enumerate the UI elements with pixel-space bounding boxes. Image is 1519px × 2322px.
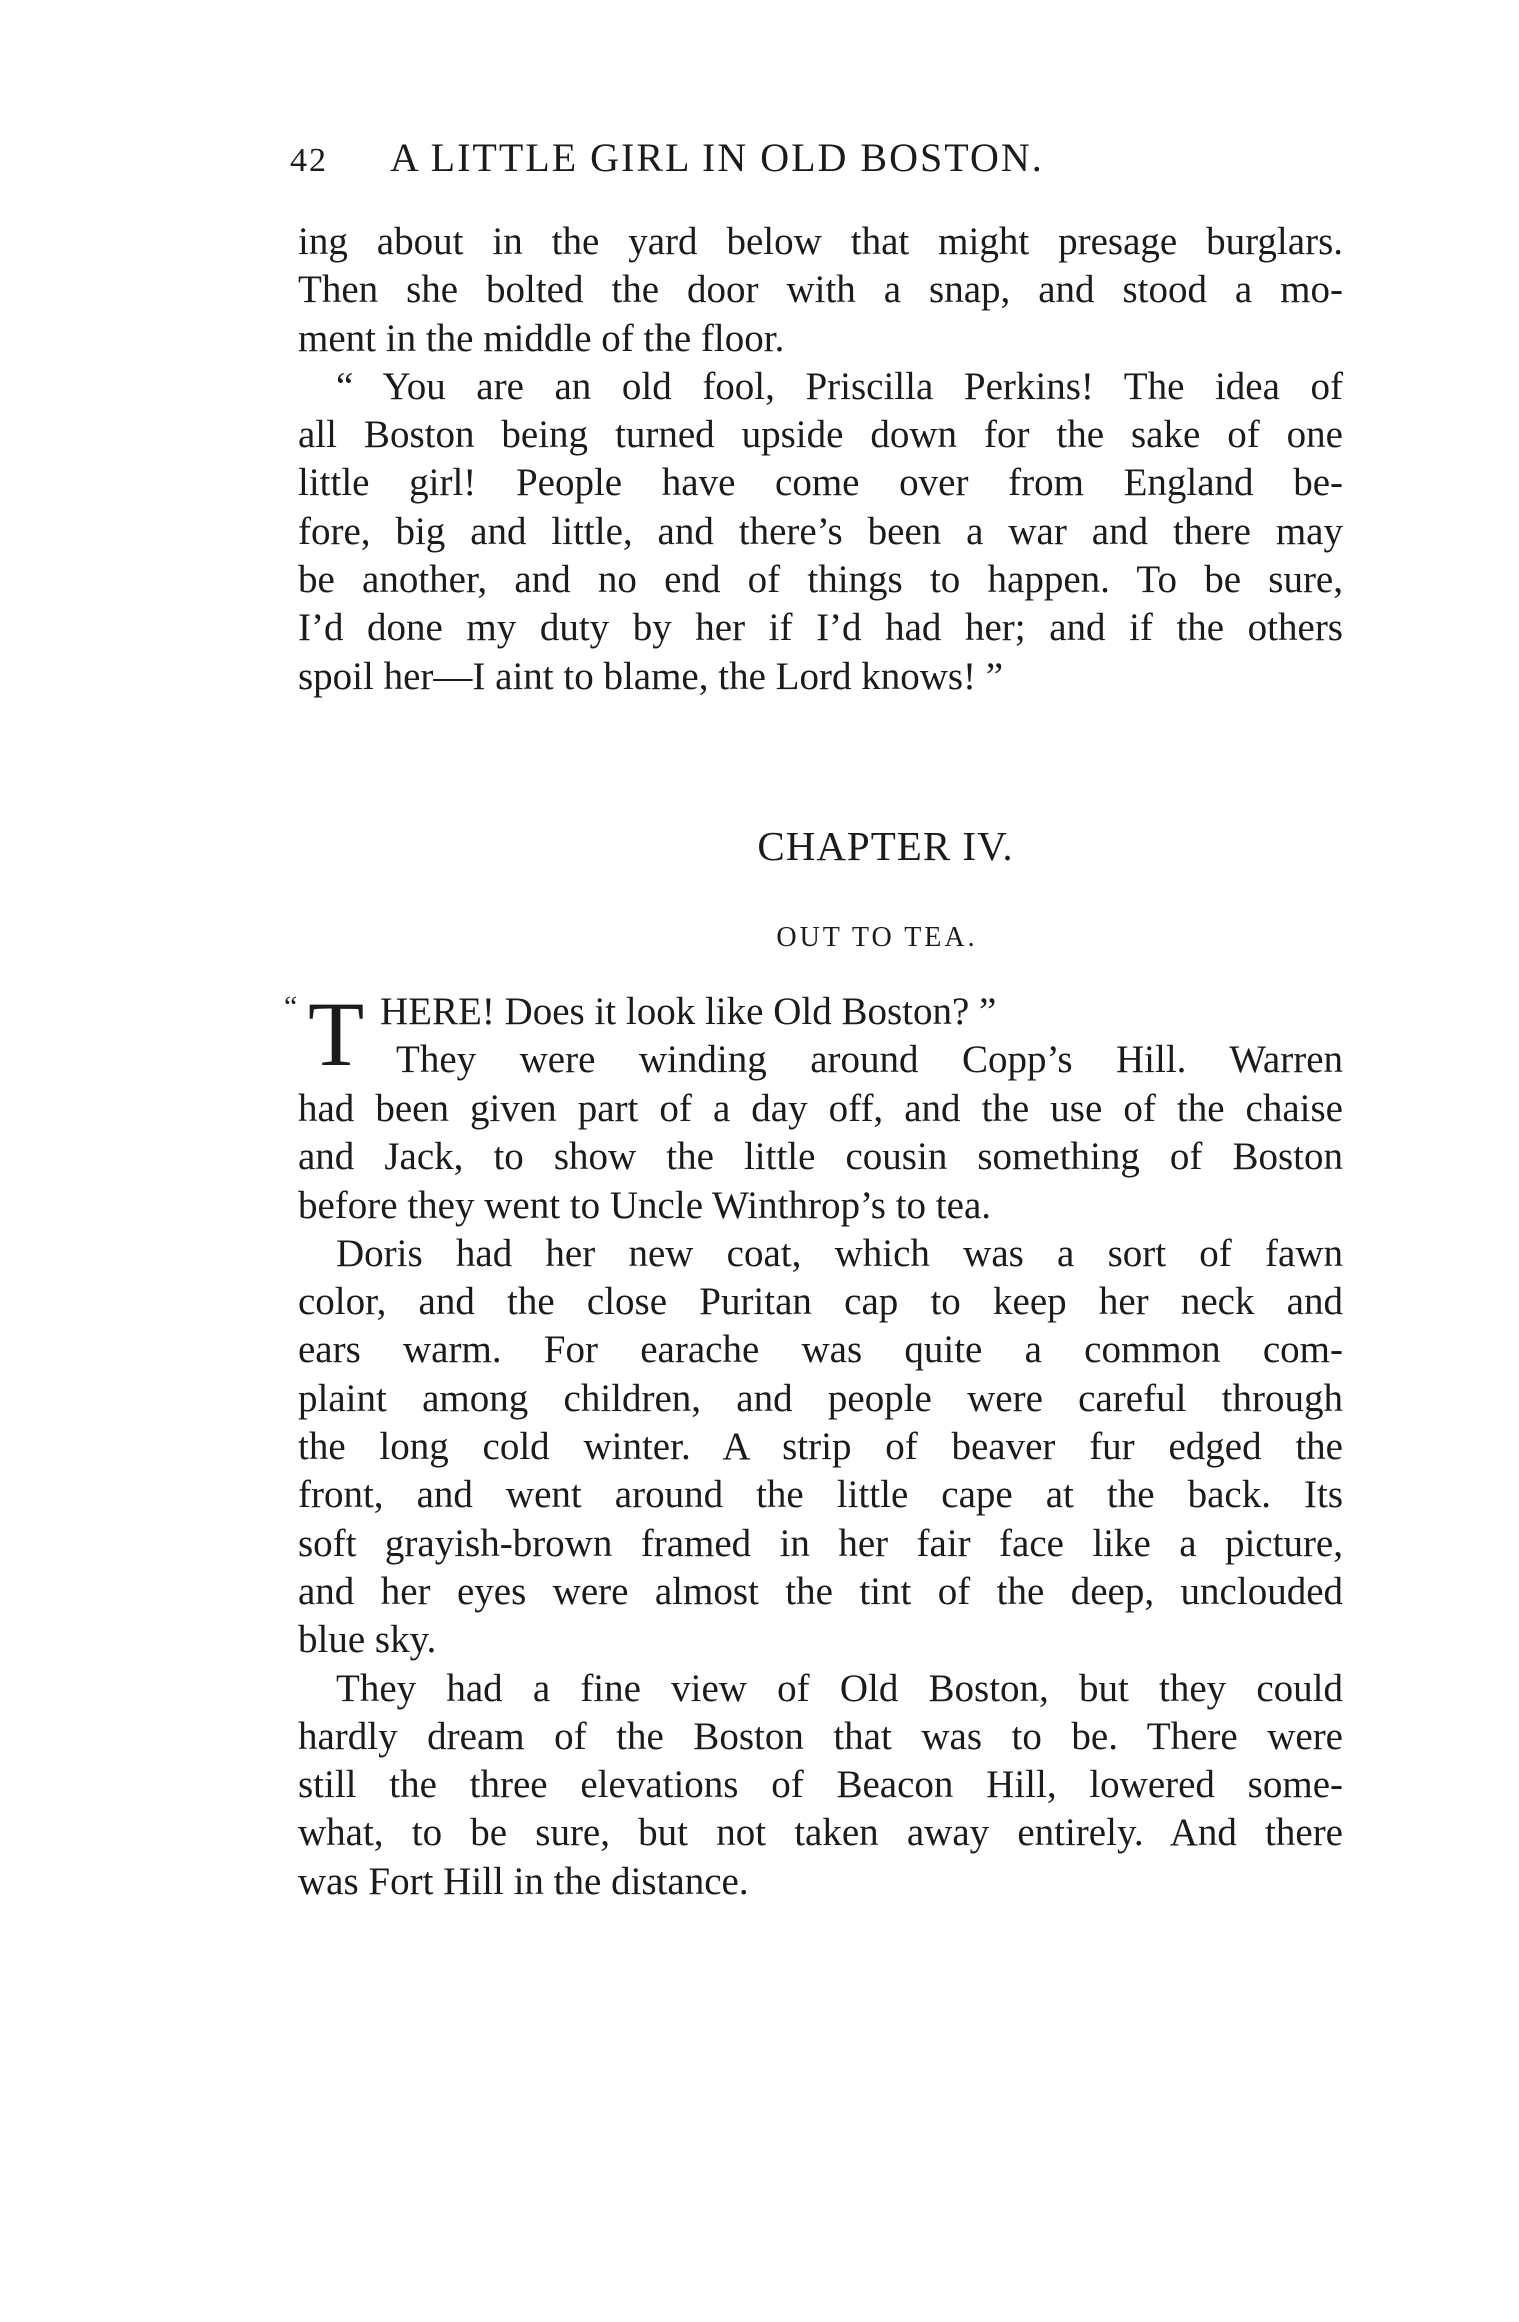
- text-line: hardly dream of the Boston that was to be. There were: [298, 1714, 1343, 1758]
- text-line: spoil her—I aint to blame, the Lord knows! ”: [298, 654, 1004, 698]
- text-line: soft grayish-brown framed in her fair face like a picture,: [298, 1521, 1343, 1565]
- text-line: what, to be sure, but not taken away entirely. And there: [298, 1811, 1343, 1855]
- text-line: blue sky.: [298, 1618, 437, 1662]
- text-line: ment in the middle of the floor.: [298, 316, 785, 360]
- text-line: had been given part of a day off, and the use of the chaise: [298, 1087, 1343, 1130]
- text-line: ears warm. For earache was quite a common com-: [298, 1328, 1343, 1372]
- text-line: still the three elevations of Beacon Hill, lowered some-: [298, 1763, 1343, 1807]
- running-header: [290, 134, 1220, 184]
- opening-quote-mark: “: [284, 990, 298, 1023]
- text-line: was Fort Hill in the distance.: [298, 1859, 749, 1903]
- chapter-subtitle: [0, 922, 1519, 954]
- chapter-title: CHAPTER IV.: [757, 823, 1014, 869]
- text-line: Doris had her new coat, which was a sort of fawn: [336, 1231, 1343, 1275]
- drop-cap: T: [308, 983, 365, 1085]
- text-line: before they went to Uncle Winthrop’s to tea.: [298, 1183, 992, 1227]
- text-line: be another, and no end of things to happen. To be sure,: [298, 558, 1343, 602]
- text-line: and her eyes were almost the tint of the deep, unclouded: [298, 1569, 1343, 1613]
- running-title: A LITTLE GIRL IN OLD BOSTON.: [390, 135, 1044, 180]
- text-line: front, and went around the little cape at the back. Its: [298, 1473, 1343, 1517]
- text-line: They were winding around Copp’s Hill. Warren: [396, 1038, 1343, 1081]
- text-line: I’d done my duty by her if I’d had her; and if the others: [298, 606, 1343, 650]
- chapter-body: [298, 1085, 1343, 1906]
- chapter-subtitle-text: OUT TO TEA.: [776, 922, 978, 953]
- text-line: They had a fine view of Old Boston, but they could: [336, 1666, 1343, 1710]
- text-line: and Jack, to show the little cousin something of Boston: [298, 1135, 1343, 1179]
- page-number: 42: [290, 142, 328, 179]
- text-line: all Boston being turned upside down for the sake of one: [298, 413, 1343, 457]
- text-line: little girl! People have come over from England be-: [298, 461, 1343, 505]
- text-line: color, and the close Puritan cap to keep her neck and: [298, 1280, 1343, 1324]
- text-line: the long cold winter. A strip of beaver fur edged the: [298, 1425, 1343, 1469]
- text-line: Then she bolted the door with a snap, and stood a mo-: [298, 268, 1343, 312]
- text-line: ing about in the yard below that might presage burglars.: [298, 220, 1343, 263]
- opening-second-line: [396, 1036, 1343, 1084]
- text-line: “ You are an old fool, Priscilla Perkins! The idea of: [336, 364, 1343, 408]
- previous-chapter-ending: [298, 218, 1343, 701]
- opening-line: HERE! Does it look like Old Boston? ”: [380, 990, 997, 1033]
- text-line: plaint among children, and people were careful through: [298, 1376, 1343, 1420]
- text-line: fore, big and little, and there’s been a war and there may: [298, 509, 1343, 553]
- chapter-heading: [0, 822, 1519, 870]
